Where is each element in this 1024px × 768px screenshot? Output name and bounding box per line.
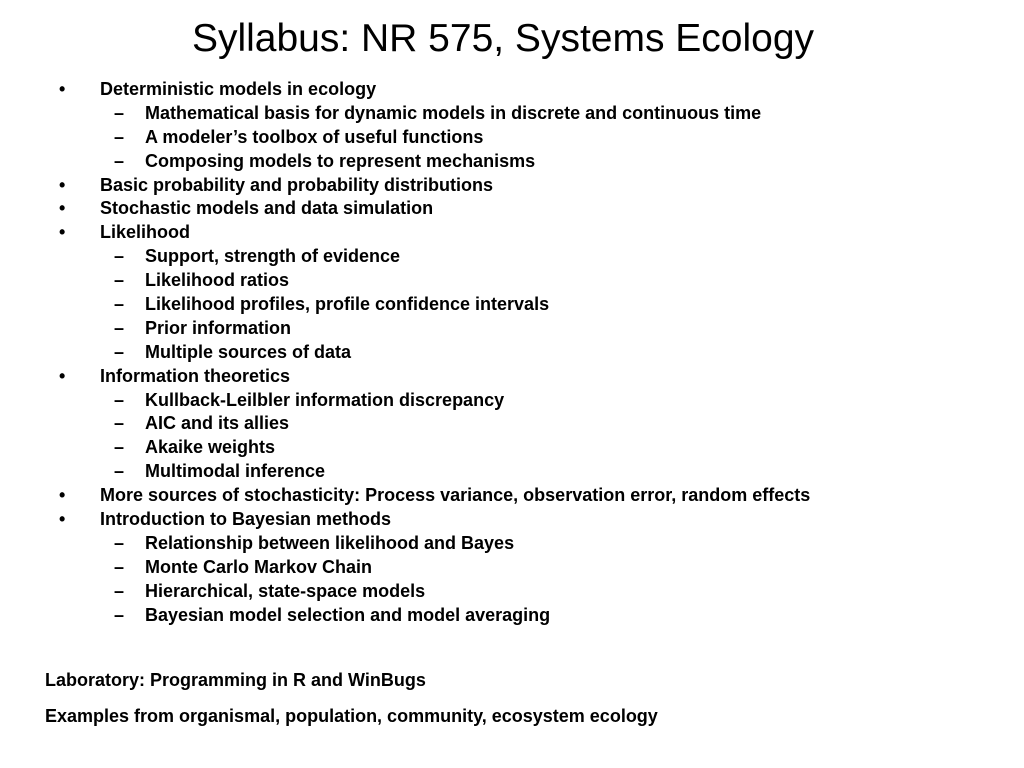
topic-label: More sources of stochasticity: Process variance, observation error, random effects bbox=[100, 485, 811, 506]
bullet-marker: • bbox=[59, 79, 66, 99]
outline-subtopic bbox=[0, 436, 1024, 460]
subtopic-label: Kullback-Leilbler information discrepancy bbox=[145, 389, 505, 410]
slide-title: Syllabus: NR 575, Systems Ecology bbox=[191, 17, 815, 60]
outline-subtopic bbox=[0, 293, 1024, 317]
outline-subtopic bbox=[0, 580, 1024, 604]
outline-subtopic bbox=[0, 126, 1024, 150]
outline-topic bbox=[0, 508, 1024, 532]
outline-topic bbox=[0, 197, 1024, 221]
outline-topic bbox=[0, 484, 1024, 508]
subtopic-label: Multiple sources of data bbox=[145, 341, 352, 362]
outline-subtopic bbox=[0, 604, 1024, 628]
dash-marker: – bbox=[114, 294, 125, 315]
subtopic-label: Monte Carlo Markov Chain bbox=[145, 556, 373, 577]
subtopic-label: Hierarchical, state-space models bbox=[145, 580, 426, 601]
outline-topic bbox=[0, 174, 1024, 198]
dash-marker: – bbox=[114, 461, 125, 482]
subtopic-label: Likelihood ratios bbox=[145, 270, 290, 291]
bullet-marker: • bbox=[59, 198, 66, 219]
outline-subtopic bbox=[0, 341, 1024, 365]
subtopic-label: Akaike weights bbox=[145, 437, 276, 458]
outline-subtopic bbox=[0, 532, 1024, 556]
subtopic-label: A modeler’s toolbox of useful functions bbox=[145, 126, 484, 147]
dash-marker: – bbox=[114, 102, 125, 123]
bullet-marker: • bbox=[59, 365, 66, 386]
outline-subtopic bbox=[0, 556, 1024, 580]
outline-topic bbox=[0, 78, 1024, 102]
topic-label: Stochastic models and data simulation bbox=[100, 198, 434, 219]
subtopic-label: Prior information bbox=[145, 317, 292, 338]
dash-marker: – bbox=[114, 389, 125, 410]
laboratory-note: Laboratory: Programming in R and WinBugs bbox=[45, 670, 426, 690]
subtopic-label: Support, strength of evidence bbox=[145, 246, 401, 267]
subtopic-label: Multimodal inference bbox=[145, 461, 326, 482]
outline-topic bbox=[0, 365, 1024, 389]
bullet-marker: • bbox=[59, 485, 66, 506]
subtopic-label: Mathematical basis for dynamic models in discrete and continuous time bbox=[145, 102, 762, 123]
outline-subtopic bbox=[0, 389, 1024, 413]
dash-marker: – bbox=[114, 437, 125, 458]
outline-topic bbox=[0, 221, 1024, 245]
dash-marker: – bbox=[114, 270, 125, 291]
outline-subtopic bbox=[0, 317, 1024, 341]
bullet-marker: • bbox=[59, 509, 66, 530]
syllabus-outline bbox=[0, 78, 1024, 627]
outline-subtopic bbox=[0, 412, 1024, 436]
dash-marker: – bbox=[114, 317, 125, 338]
topic-label: Basic probability and probability distributions bbox=[100, 174, 494, 195]
dash-marker: – bbox=[114, 580, 125, 601]
dash-marker: – bbox=[114, 246, 125, 267]
dash-marker: – bbox=[114, 604, 125, 625]
examples-note: Examples from organismal, population, community, ecosystem ecology bbox=[45, 706, 658, 726]
subtopic-label: Bayesian model selection and model averaging bbox=[145, 604, 551, 625]
topic-label: Likelihood bbox=[100, 222, 190, 243]
topic-label: Information theoretics bbox=[100, 365, 291, 386]
bullet-marker: • bbox=[59, 174, 66, 195]
topic-label: Deterministic models in ecology bbox=[100, 79, 377, 99]
outline-subtopic bbox=[0, 102, 1024, 126]
dash-marker: – bbox=[114, 532, 125, 553]
outline-subtopic bbox=[0, 269, 1024, 293]
outline-subtopic bbox=[0, 245, 1024, 269]
topic-label: Introduction to Bayesian methods bbox=[100, 509, 392, 530]
dash-marker: – bbox=[114, 150, 125, 171]
dash-marker: – bbox=[114, 413, 125, 434]
outline-subtopic bbox=[0, 150, 1024, 174]
dash-marker: – bbox=[114, 556, 125, 577]
dash-marker: – bbox=[114, 126, 125, 147]
subtopic-label: Relationship between likelihood and Bayes bbox=[145, 532, 515, 553]
dash-marker: – bbox=[114, 341, 125, 362]
bullet-marker: • bbox=[59, 222, 66, 243]
subtopic-label: AIC and its allies bbox=[145, 413, 290, 434]
subtopic-label: Likelihood profiles, profile confidence intervals bbox=[145, 294, 550, 315]
outline-subtopic bbox=[0, 460, 1024, 484]
subtopic-label: Composing models to represent mechanisms bbox=[145, 150, 536, 171]
